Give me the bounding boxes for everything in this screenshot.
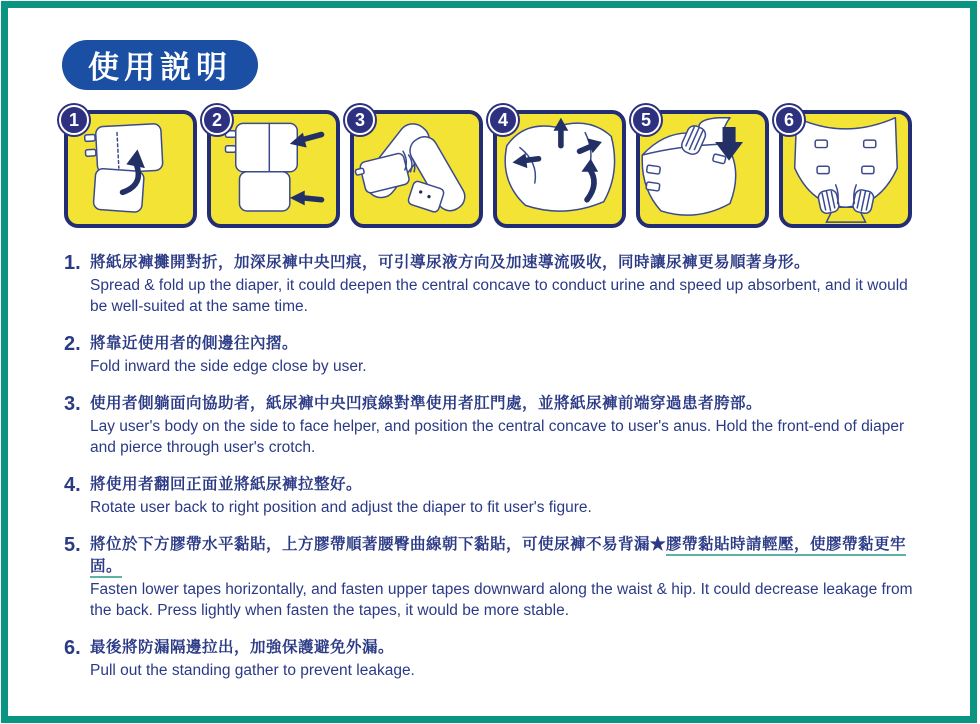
step-text-zh: 將紙尿褲攤開對折，加深尿褲中央凹痕，可引導尿液方向及加速導流吸收，同時讓尿褲更易順著身形。 [90, 254, 811, 271]
step-number: 2. [64, 333, 81, 355]
instruction-step-3 [64, 393, 926, 458]
step-text-en: Lay user's body on the side to face helper, and position the central concave to user's anus. Hold the front-end of diaper and pierce through user's crotch. [90, 418, 905, 456]
step-text-zh: 將使用者翻回正面並將紙尿褲拉整好。 [90, 476, 363, 493]
step-figure-6 [779, 110, 912, 228]
adjust-diaper-arrows-illustration [497, 114, 622, 224]
step-figure-3 [350, 110, 483, 228]
step-text-en: Fold inward the side edge close by user. [90, 358, 367, 375]
fold-side-edge-illustration [211, 114, 336, 224]
instruction-step-6 [64, 637, 926, 681]
instruction-step-1 [64, 252, 926, 317]
page-title: 使用説明 [88, 49, 232, 85]
step-text-en: Rotate user back to right position and adjust the diaper to fit user's figure. [90, 499, 592, 516]
step-number-badge: 1 [59, 105, 89, 135]
instruction-list [64, 252, 926, 697]
step-figure-4 [493, 110, 626, 228]
step-figure-2 [207, 110, 340, 228]
step-text-zh-note: 膠帶黏貼時請輕壓，使膠帶黏更牢固。 [90, 536, 906, 578]
instruction-step-4 [64, 474, 926, 518]
page-title-pill [62, 40, 258, 90]
instruction-step-2 [64, 333, 926, 377]
step-text-zh: 將靠近使用者的側邊往內摺。 [90, 335, 299, 352]
step-number: 5. [64, 534, 81, 556]
side-lying-position-illustration [354, 114, 479, 224]
step-text-zh: 使用者側躺面向協助者，紙尿褲中央凹痕線對準使用者肛門處，並將紙尿褲前端穿過患者胯部。 [90, 395, 763, 412]
step-number-badge: 4 [488, 105, 518, 135]
step-number: 4. [64, 474, 81, 496]
pull-leak-guard-illustration [783, 114, 908, 224]
fasten-tapes-illustration [640, 114, 765, 224]
step-number-badge: 2 [202, 105, 232, 135]
step-number: 1. [64, 252, 81, 274]
instruction-step-5 [64, 534, 926, 621]
step-text-zh: 最後將防漏隔邊拉出，加強保護避免外漏。 [90, 639, 395, 656]
spread-fold-diaper-illustration [68, 114, 193, 224]
step-number-badge: 5 [631, 105, 661, 135]
step-text-en: Spread & fold up the diaper, it could deepen the central concave to conduct urine and speed up absorbent, and it would be well-suited at the same time. [90, 277, 908, 315]
step-figures-row [64, 110, 912, 228]
step-text-zh: 將位於下方膠帶水平黏貼，上方膠帶順著腰臀曲線朝下黏貼，可使尿褲不易背漏★ [90, 536, 667, 553]
step-figure-1 [64, 110, 197, 228]
step-figure-5 [636, 110, 769, 228]
step-text-en: Pull out the standing gather to prevent leakage. [90, 662, 415, 679]
step-number: 6. [64, 637, 81, 659]
step-number: 3. [64, 393, 81, 415]
step-text-en: Fasten lower tapes horizontally, and fasten upper tapes downward along the waist & hip. It could decrease leakage from the back. Press lightly when fasten the tapes, it would be more stable. [90, 581, 913, 619]
step-number-badge: 3 [345, 105, 375, 135]
step-number-badge: 6 [774, 105, 804, 135]
